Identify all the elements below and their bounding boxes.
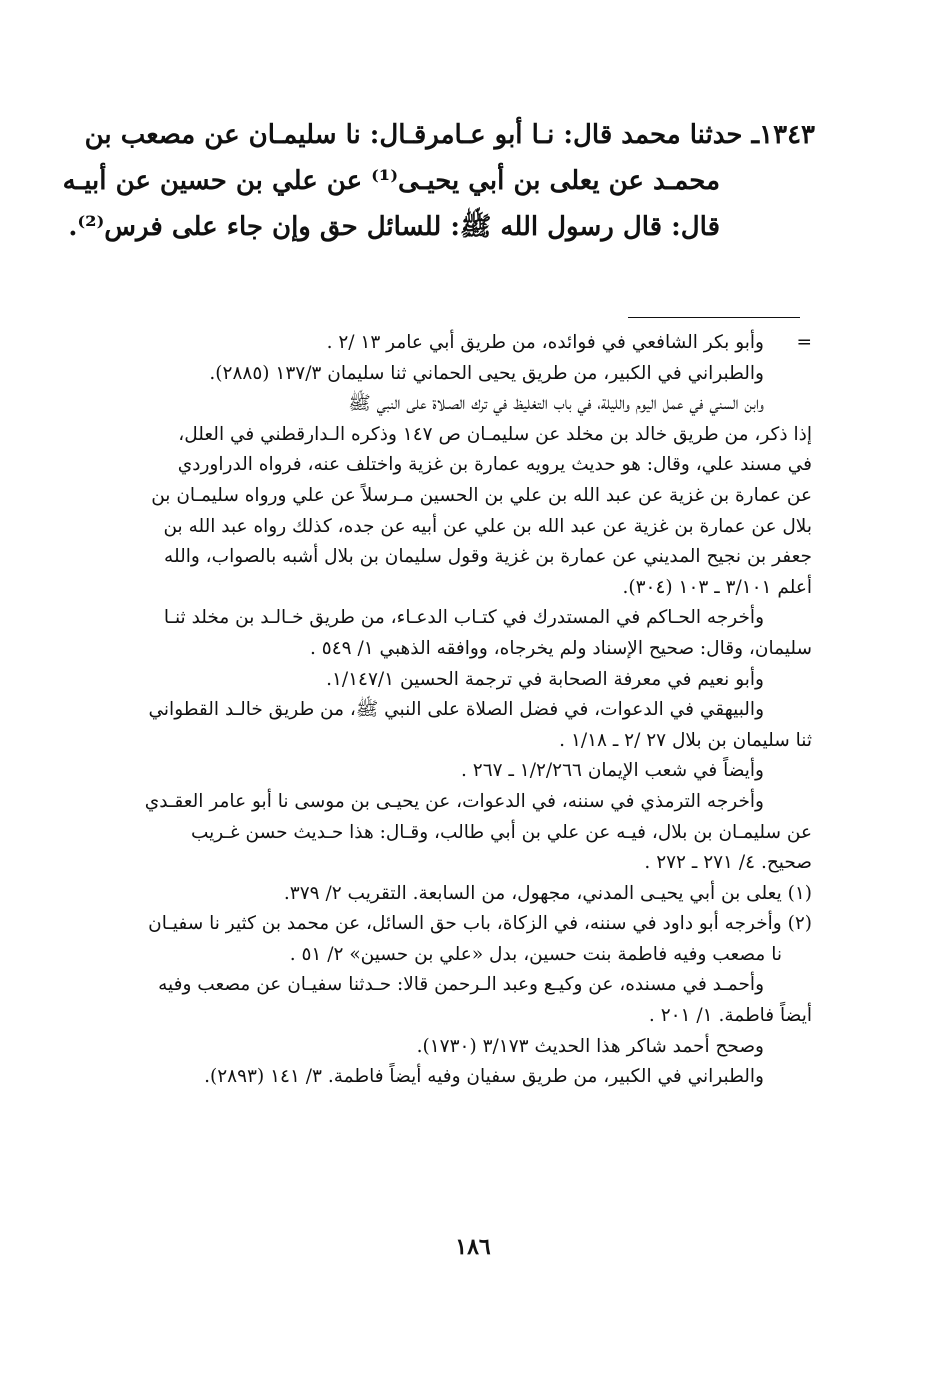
note-line: في مسند علي، وقال: هو حديث يرويه عمارة بن غزية واختلف عنه، فرواه الدراوردي xyxy=(177,454,812,476)
note-line: وأبو نعيم في معرفة الصحابة في ترجمة الحسين ١/١٤٧/١. xyxy=(326,668,764,690)
note-line: عن عمارة بن غزية عن عبد الله بن علي بن الحسين مـرسلاً عن علي ورواه سليمـان بن xyxy=(151,484,812,506)
note-line: أيضاً فاطمة. ١/ ٢٠١ . xyxy=(648,1005,812,1027)
note-line: والطبراني في الكبير، من طريق سفيان وفيه أيضاً فاطمة. ٣/ ١٤١ (٢٨٩٣). xyxy=(204,1066,764,1088)
note-line: إذا ذكر، من طريق خالد بن مخلد عن سليمـان ص ١٤٧ وذكره الـدارقطني في العلل، xyxy=(178,423,812,445)
note-line: بلال عن عمارة بن غزية عن عبد الله بن علي عن أبيه عن جده، كذلك رواه عبد الله بن xyxy=(163,515,812,537)
hadith-line-2: محمـد عن يعلى بن أبي يحيـى⁽¹⁾ عن علي بن حسين عن أبيـه xyxy=(62,166,720,196)
note-line: أعلم ٣/١٠١ ـ ١٠٣ (٣٠٤). xyxy=(622,576,812,598)
hadith-line-1-text: ـ حدثنا محمد قال: نـا أبو عـامرقـال: نا سليمـان عن مصعب بن xyxy=(84,120,760,150)
note-line: وأخرجه الحـاكم في المستدرك في كتـاب الدعـاء، من طريق خـالـد بن مخلد ثنـا xyxy=(163,607,764,629)
note-line: والطبراني في الكبير، من طريق يحيى الحماني ثنا سليمان ١٣٧/٣ (٢٨٨٥). xyxy=(209,362,764,384)
hadith-line-1 xyxy=(84,112,815,158)
note-line: نا مصعب وفيه فاطمة بنت حسين، بدل «علي بن حسين» ٢/ ٥١ . xyxy=(289,943,782,965)
footnote-divider xyxy=(628,317,800,318)
hadith-number: ١٣٤٣ xyxy=(759,120,815,150)
note-line: والبيهقي في الدعوات، في فضل الصلاة على النبي ﷺ، من طريق خالـد القطواني xyxy=(148,699,764,721)
footnote-2: (٢) وأخرجه أبو داود في سننه، في الزكاة، باب حق السائل، عن محمد بن كثير نا سفيـان xyxy=(148,913,812,935)
note-line: وابن السني في عمل اليوم والليلة، في باب التغليظ في ترك الصـلاة على النبي ﷺ xyxy=(348,393,764,415)
continuation-marker: = xyxy=(796,332,812,353)
note-line: سليمان، وقال: صحيح الإسناد ولم يخرجاه، ووافقه الذهبي ١/ ٥٤٩ . xyxy=(310,637,812,659)
note-line: عن سليمـان بن بلال، فيـه عن علي بن أبي طالب، وقـال: هذا حـديث حسن غـريب xyxy=(190,821,812,843)
note-line: جعفر بن نجيح المديني عن عمارة بن غزية وقول سليمان بن بلال أشبه بالصواب، والله xyxy=(164,546,812,568)
page-number: ١٨٦ xyxy=(455,1234,491,1260)
footnotes xyxy=(100,328,812,1093)
note-line: وأحمـد في مسنده، عن وكيـع وعبد الـرحمن قالا: حـدثنا سفيـان عن مصعب وفيه xyxy=(158,974,764,996)
footnote-1: (١) يعلى بن أبي يحيـى المدني، مجهول، من السابعة. التقريب ٢/ ٣٧٩. xyxy=(283,882,812,904)
note-line: وصحح أحمد شاكر هذا الحديث ٣/١٧٣ (١٧٣٠). xyxy=(416,1035,764,1057)
note-line: ثنا سليمان بن بلال ٢٧ /٢ ـ ١/١٨ . xyxy=(559,729,812,751)
note-line xyxy=(100,328,812,359)
note-line-text: وأبو بكر الشافعي في فوائده، من طريق أبي عامر ١٣ /٢ . xyxy=(326,332,764,353)
hadith-line-3: قال: قال رسول الله ﷺ: للسائل حق وإن جاء على فرس⁽²⁾. xyxy=(68,212,720,242)
note-line: وأخرجه الترمذي في سننه، في الدعوات، عن يحيـى بن موسى نا أبو عامر العقـدي xyxy=(144,790,764,812)
note-line: صحيح. ٤/ ٢٧١ ـ ٢٧٢ . xyxy=(644,852,812,874)
hadith-text xyxy=(62,112,815,250)
note-line: وأيضاً في شعب الإيمان ١/٢/٢٦٦ ـ ٢٦٧ . xyxy=(461,760,764,782)
